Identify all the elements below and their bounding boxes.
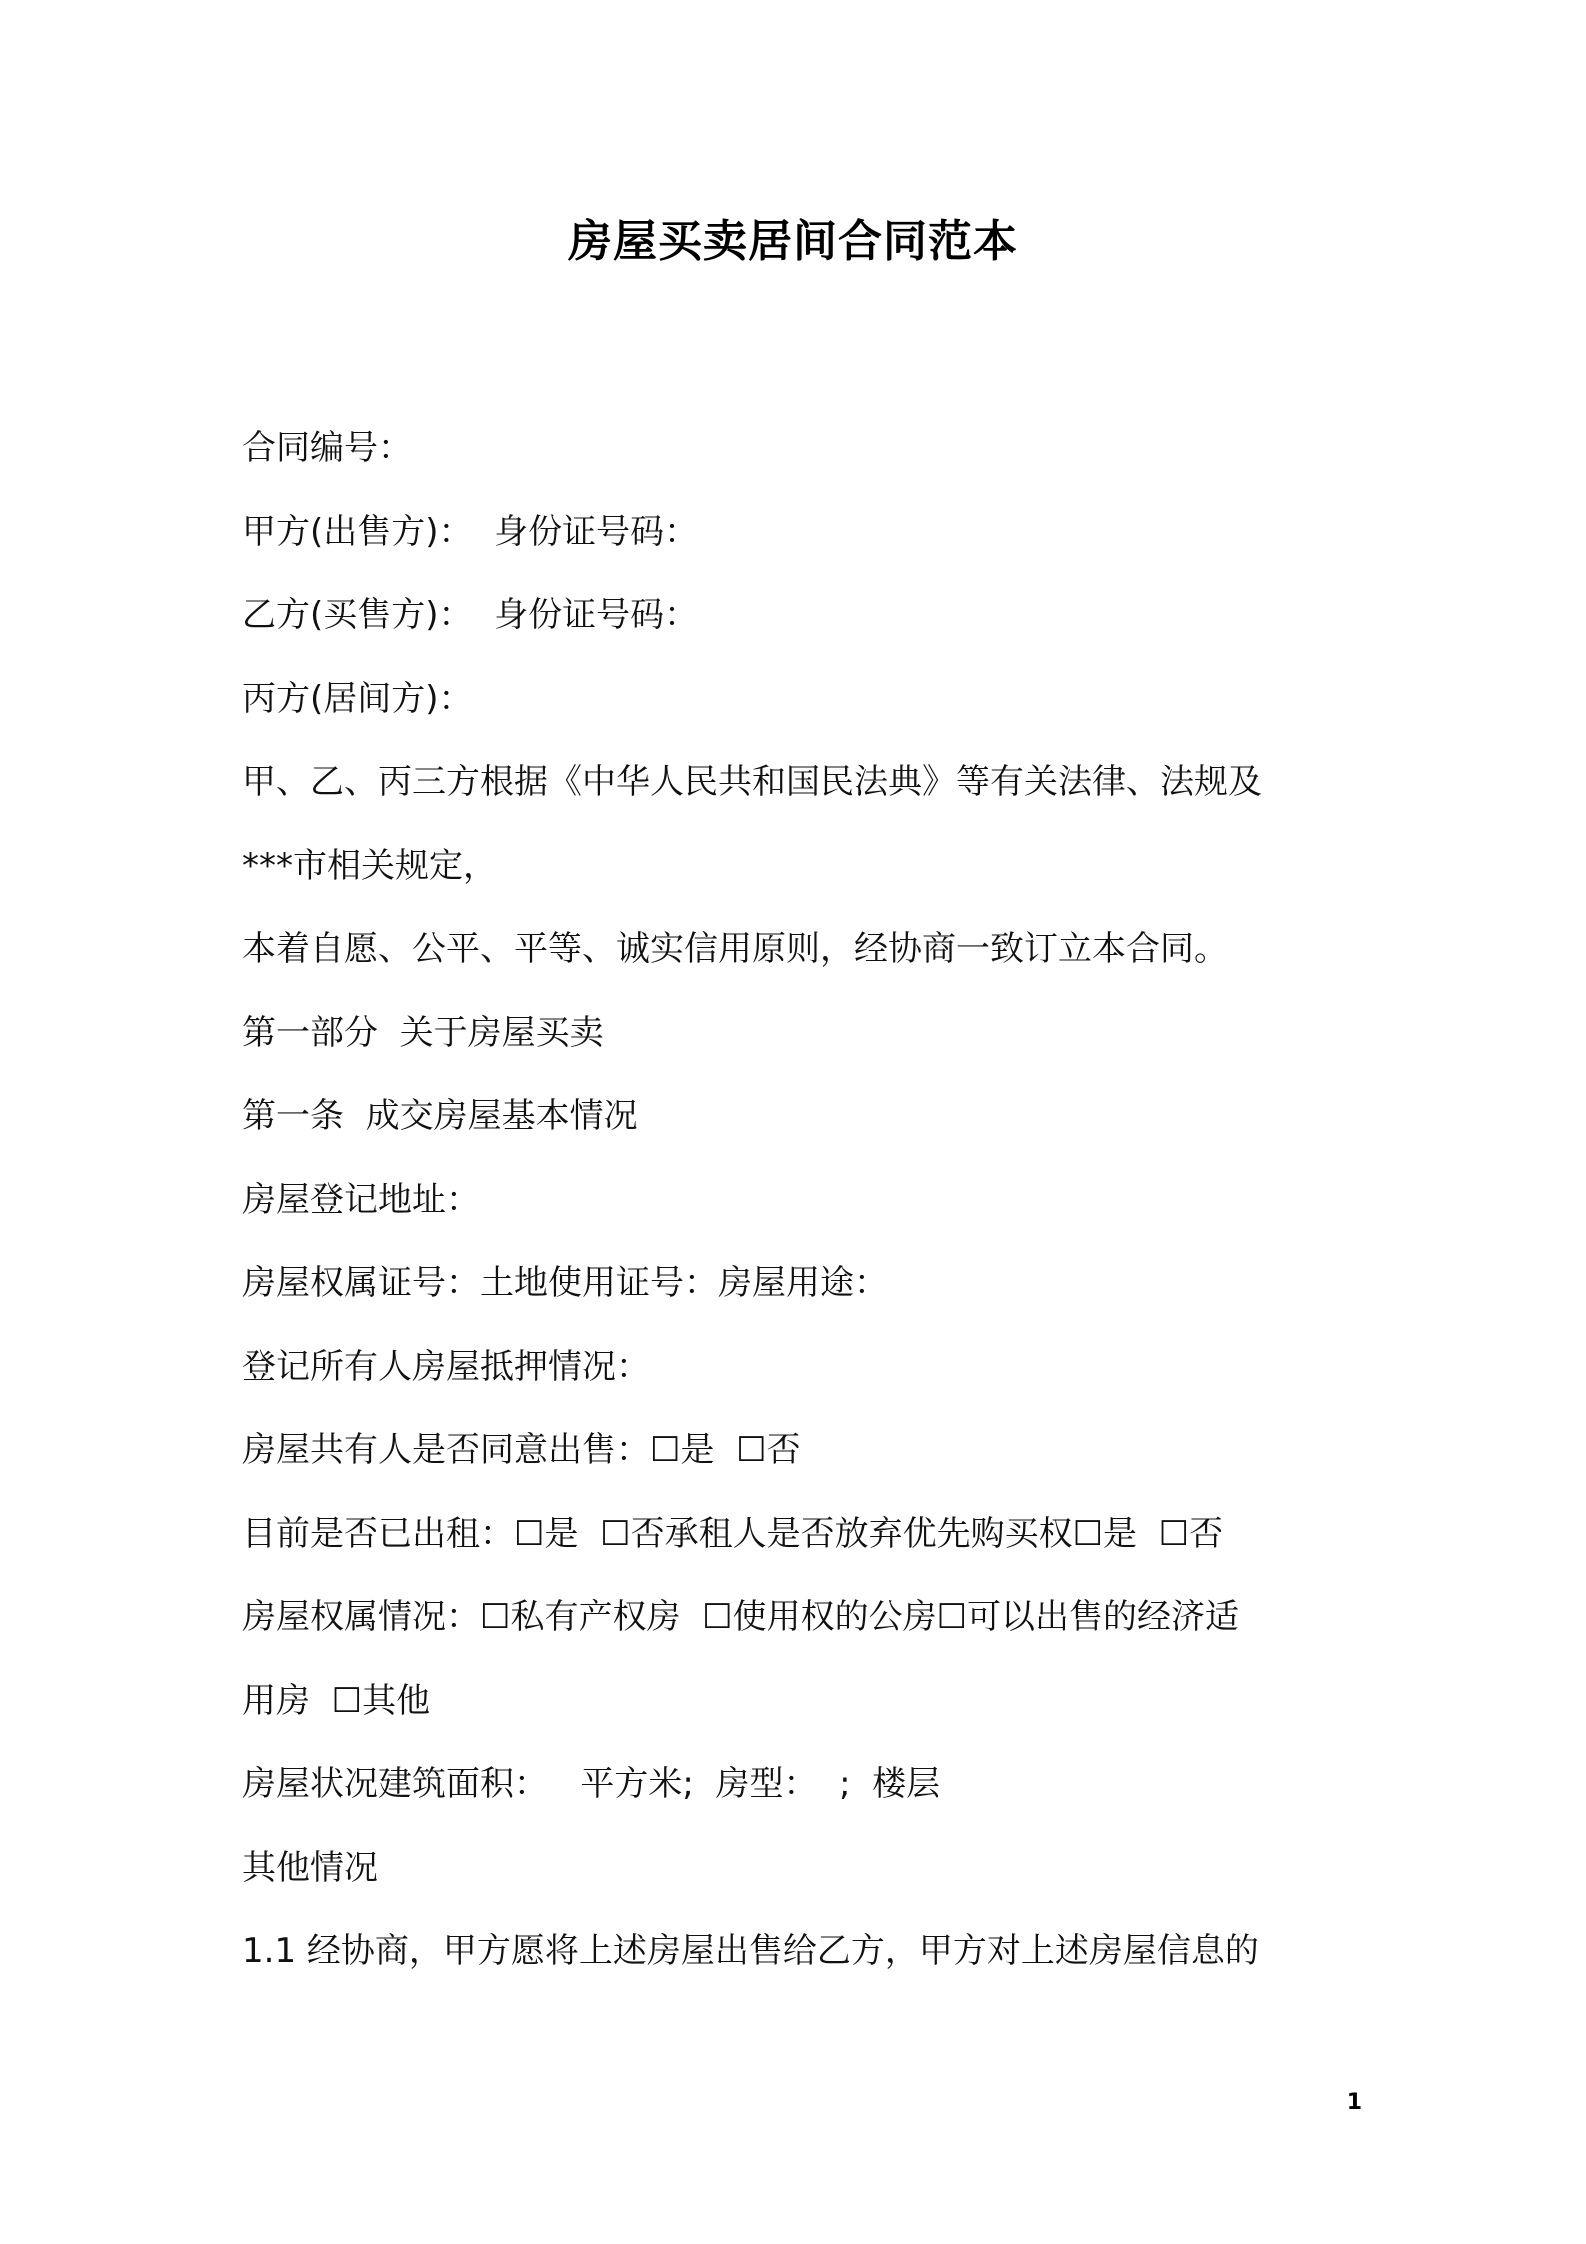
preamble-line-2: ***市相关规定， <box>242 845 497 886</box>
property-address-line: 房屋登记地址： <box>242 1179 480 1220</box>
party-b-line: 乙方(买售方)： 身份证号码： <box>242 595 699 635</box>
ownership-type-line-1: 房屋权属情况：☐私有产权房 ☐使用权的公房☐可以出售的经济适 <box>242 1597 1240 1637</box>
mortgage-line: 登记所有人房屋抵押情况： <box>242 1346 650 1387</box>
page-number: 1 <box>1346 2090 1362 2115</box>
preamble-line-3: 本着自愿、公平、平等、诚实信用原则，经协商一致订立本合同。 <box>242 929 1228 969</box>
party-a-line: 甲方(出售方)： 身份证号码： <box>242 511 699 552</box>
preamble-line-1: 甲、乙、丙三方根据《中华人民共和国民法典》等有关法律、法规及 <box>242 762 1262 802</box>
document-body <box>242 407 1362 1994</box>
property-condition-line: 房屋状况建筑面积： 平方米; 房型： ; 楼层 <box>242 1764 941 1804</box>
property-certificate-line: 房屋权属证号：土地使用证号：房屋用途： <box>242 1263 888 1303</box>
co-owner-consent-line: 房屋共有人是否同意出售：☐是 ☐否 <box>242 1430 801 1470</box>
party-c-line: 丙方(居间方)： <box>242 678 473 719</box>
article-one-heading: 第一条 成交房屋基本情况 <box>242 1096 638 1136</box>
ownership-type-line-2: 用房 ☐其他 <box>242 1680 431 1721</box>
document-title: 房屋买卖居间合同范本 <box>568 216 1018 267</box>
contract-number-line: 合同编号： <box>242 428 412 468</box>
clause-1-1-line: 1.1 经协商，甲方愿将上述房屋出售给乙方，甲方对上述房屋信息的 <box>242 1931 1259 1971</box>
other-conditions-line: 其他情况 <box>242 1847 378 1888</box>
part-one-heading: 第一部分 关于房屋买卖 <box>242 1012 604 1053</box>
rental-status-line: 目前是否已出租：☐是 ☐否承租人是否放弃优先购买权☐是 ☐否 <box>242 1513 1224 1554</box>
